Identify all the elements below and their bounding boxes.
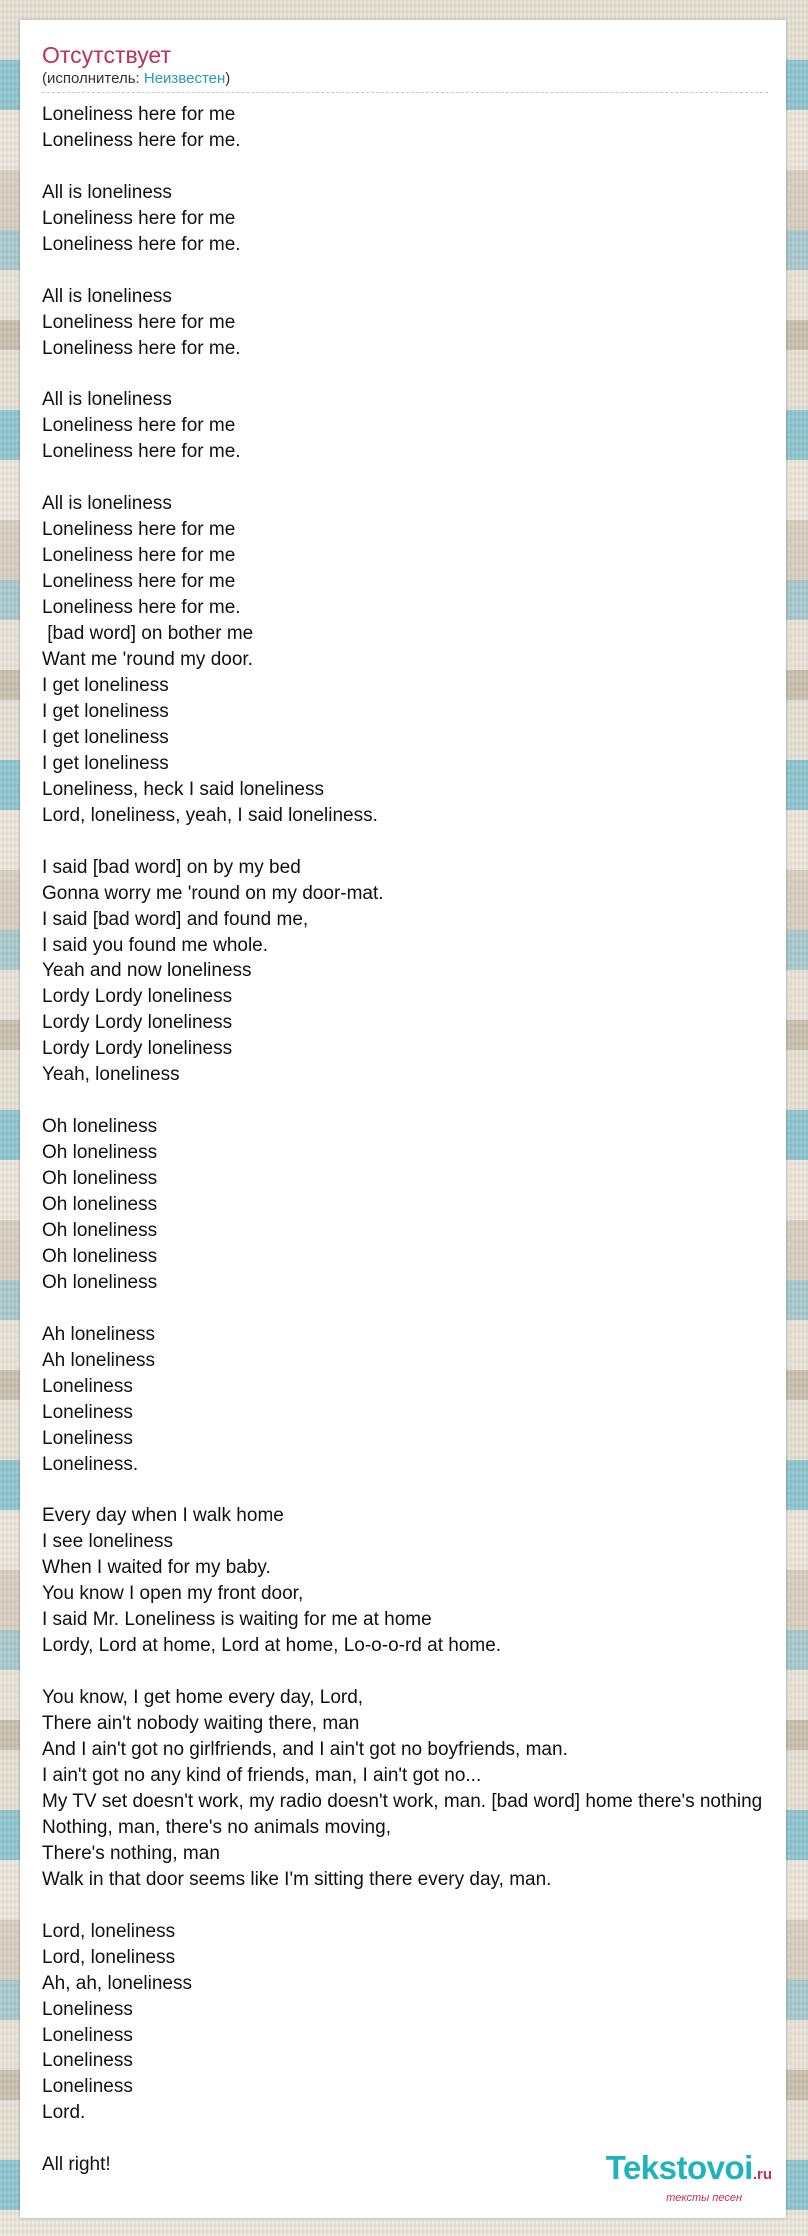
logo-name: Tekstovoi: [605, 2149, 753, 2186]
logo-wordmark: [606, 2151, 772, 2192]
artist-line: [42, 70, 768, 88]
logo-suffix: .ru: [752, 2166, 772, 2183]
artist-suffix: ): [225, 70, 231, 87]
lyrics-card: [20, 20, 786, 2218]
artist-prefix: (исполнитель:: [42, 70, 144, 87]
artist-link[interactable]: Неизвестен: [143, 70, 226, 87]
song-title: Отсутствует: [42, 42, 171, 68]
song-header: [42, 42, 768, 93]
lyrics-text: Loneliness here for me Loneliness here for me. All is loneliness Loneliness here for me Loneliness here for me. All is loneliness Loneliness here for me Loneliness here for me. All is loneliness Loneliness here for me Loneliness here for me. All is loneliness Loneliness here for me Loneliness here for me Loneliness here for me Loneliness here for me. [bad word] on bother me Want me 'round my door. I get loneliness I get loneliness I get loneliness I get loneliness Loneliness, heck I said loneliness Lord, loneliness, yeah, I said loneliness. I said [bad word] on by my bed Gonna worry me 'round on my door-mat. I said [bad word] and found me, I said you found me whole. Yeah and now loneliness Lordy Lordy loneliness Lordy Lordy loneliness Lordy Lordy loneliness Yeah, loneliness Oh loneliness Oh loneliness Oh loneliness Oh loneliness Oh loneliness Oh loneliness Oh loneliness Ah loneliness Ah loneliness Loneliness Loneliness Loneliness Loneliness. Every day when I walk home I see loneliness When I waited for my baby. You know I open my front door, I said Mr. Loneliness is waiting for me at home Lordy, Lord at home, Lord at home, Lo-o-o-rd at home. You know, I get home every day, Lord, There ain't nobody waiting there, man And I ain't got no girlfriends, and I ain't got no boyfriends, man. I ain't got no any kind of friends, man, I ain't got no... My TV set doesn't work, my radio doesn't work, man. [bad word] home there's nothing Nothing, man, there's no animals moving, There's nothing, man Walk in that door seems like I'm sitting there every day, man. Lord, loneliness Lord, loneliness Ah, ah, loneliness Loneliness Loneliness Loneliness Loneliness Lord. All right!: [42, 104, 763, 2176]
logo-tagline: тексты песен: [666, 2192, 742, 2204]
site-logo[interactable]: [606, 2151, 772, 2204]
